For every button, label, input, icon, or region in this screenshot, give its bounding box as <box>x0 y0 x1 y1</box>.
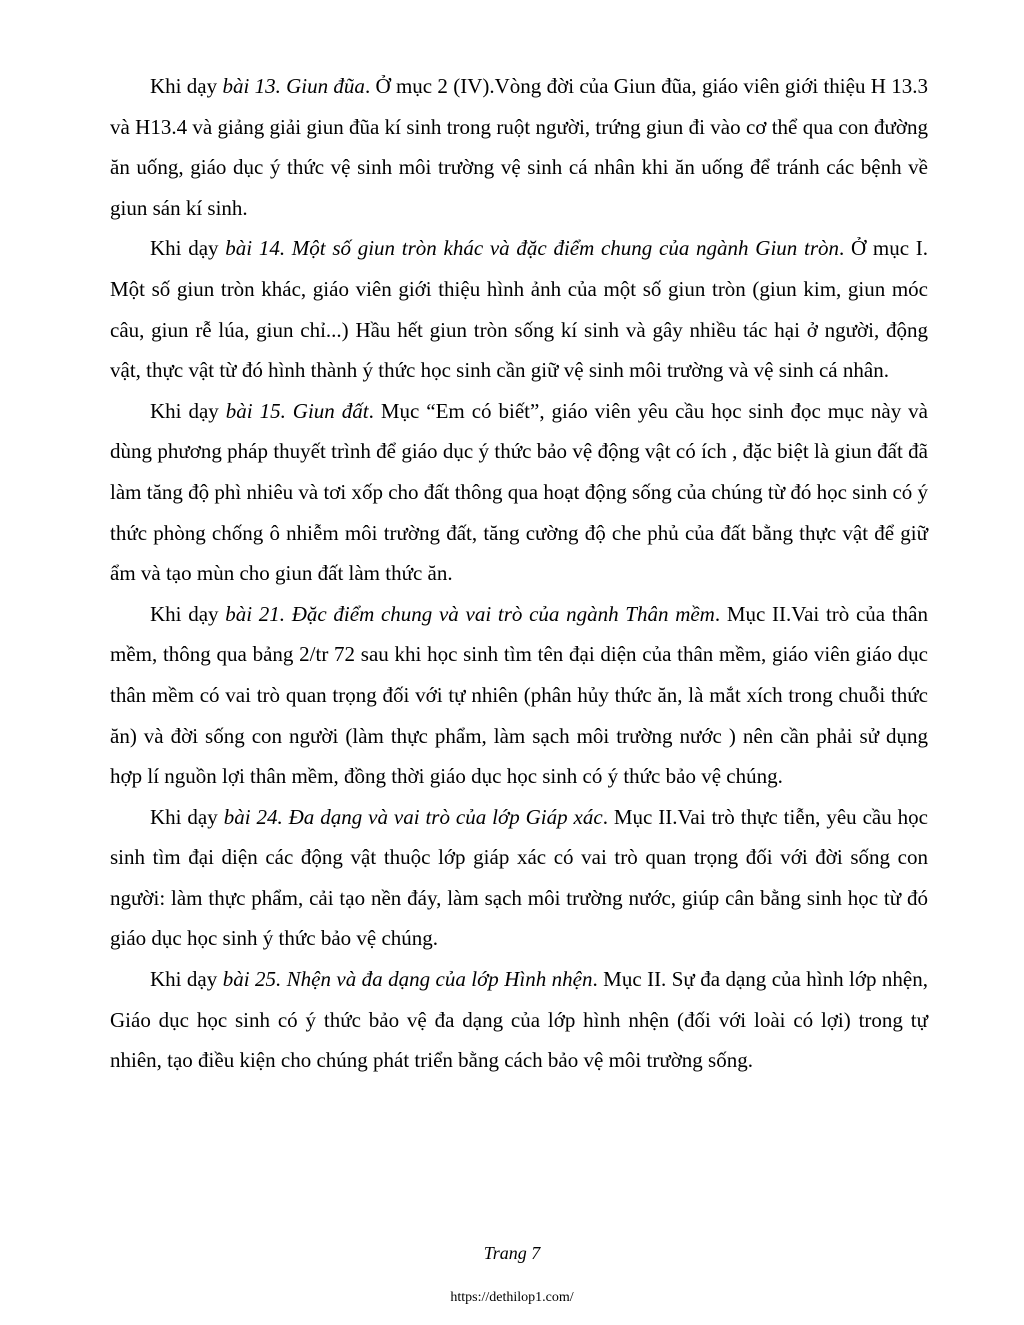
paragraph-bai-15 <box>110 391 928 594</box>
lesson-reference: bài 14. Một số giun tròn khác và đặc điểm chung của ngành Giun tròn <box>225 236 840 261</box>
paragraph-lead: Khi dạy <box>150 601 226 626</box>
paragraph-text: . Ở mục I. Một số giun tròn khác, giáo viên giới thiệu hình ảnh của một số giun tròn (giun kim, giun móc câu, giun rễ lúa, giun chỉ...) Hầu hết giun tròn sống kí sinh và gây nhiều tác hại ở người, động vật, thực vật từ đó hình thành ý thức học sinh cần giữ vệ sinh môi trường và vệ sinh cá nhân. <box>110 236 928 383</box>
lesson-reference: bài 15. Giun đất <box>225 398 369 423</box>
paragraph-bai-25 <box>110 959 928 1081</box>
lesson-reference: bài 24. Đa dạng và vai trò của lớp Giáp xác <box>223 804 603 829</box>
page-number: Trang 7 <box>483 1243 541 1263</box>
paragraph-bai-24 <box>110 797 928 959</box>
paragraph-text: . Mục II.Vai trò của thân mềm, thông qua bảng 2/tr 72 sau khi học sinh tìm tên đại diện của thân mềm, giáo viên giáo dục thân mềm có vai trò quan trọng đối với tự nhiên (phân hủy thức ăn, là mắt xích trong chuỗi thức ăn) và đời sống con người (làm thực phẩm, làm sạch môi trường nước ) nên cần phải sử dụng hợp lí nguồn lợi thân mềm, đồng thời giáo dục học sinh có ý thức bảo vệ chúng. <box>110 601 928 789</box>
paragraph-bai-14 <box>110 228 928 390</box>
paragraph-lead: Khi dạy <box>150 804 224 829</box>
paragraph-bai-13 <box>110 66 928 228</box>
paragraph-lead: Khi dạy <box>150 74 223 98</box>
paragraph-text: . Mục “Em có biết”, giáo viên yêu cầu học sinh đọc mục này và dùng phương pháp thuyết trình để giáo dục ý thức bảo vệ động vật có ích , đặc biệt là giun đất đã làm tăng độ phì nhiêu và tơi xốp cho đất thông qua hoạt động sống của chúng từ đó học sinh có ý thức phòng chống ô nhiễm môi trường đất, tăng cường độ che phủ của đất bằng thực vật để giữ ẩm và tạo mùn cho giun đất làm thức ăn. <box>110 398 929 586</box>
paragraph-text: . Ở mục 2 (IV).Vòng đời của Giun đũa, giáo viên giới thiệu H 13.3 và H13.4 và giảng giải giun đũa kí sinh trong ruột người, trứng giun đi vào cơ thể qua con đường ăn uống, giáo dục ý thức vệ sinh môi trường vệ sinh cá nhân khi ăn uống để tránh các bệnh về giun sán kí sinh. <box>110 74 928 220</box>
paragraph-lead: Khi dạy <box>150 967 223 992</box>
lesson-reference: bài 13. Giun đũa <box>222 74 365 98</box>
footer-url: https://dethilop1.com/ <box>450 1290 574 1305</box>
paragraph-text: . Mục II. Sự đa dạng của hình lớp nhện, Giáo dục học sinh có ý thức bảo vệ đa dạng của lớp hình nhện (đối với loài có lợi) trong tự nhiên, tạo điều kiện cho chúng phát triển bằng cách bảo vệ môi trường sống. <box>110 967 928 1073</box>
lesson-reference: bài 21. Đặc điểm chung và vai trò của ngành Thân mềm <box>225 601 715 626</box>
paragraph-text: . Mục II.Vai trò thực tiễn, yêu cầu học sinh tìm đại diện các động vật thuộc lớp giáp xác có vai trò quan trọng đối với đời sống con người: làm thực phẩm, cải tạo nền đáy, làm sạch môi trường nước, giúp cân bằng sinh học từ đó giáo dục học sinh ý thức bảo vệ chúng. <box>110 804 928 951</box>
document-body <box>110 66 928 1081</box>
paragraph-lead: Khi dạy <box>150 398 226 423</box>
paragraph-bai-21 <box>110 594 928 797</box>
lesson-reference: bài 25. Nhện và đa dạng của lớp Hình nhện <box>222 967 593 992</box>
paragraph-lead: Khi dạy <box>150 236 226 261</box>
